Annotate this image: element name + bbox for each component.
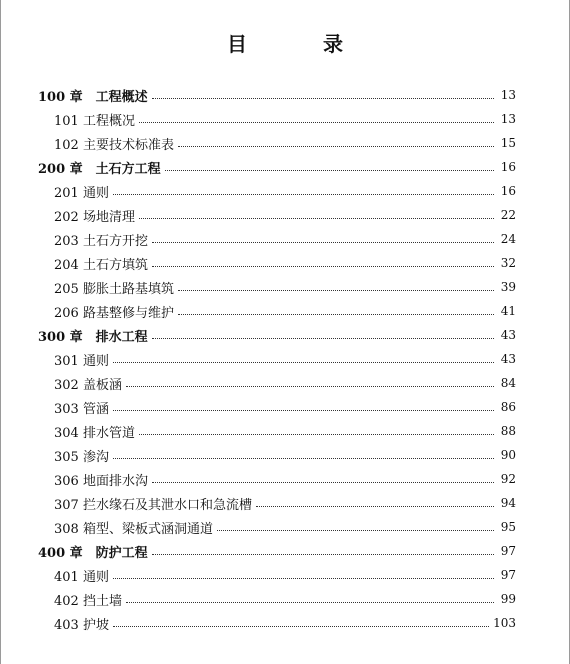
dot-leader (152, 337, 494, 339)
dot-leader (152, 553, 494, 555)
toc-entry-page-number: 103 (493, 616, 516, 630)
toc-entry-page-number: 95 (500, 520, 516, 534)
toc-entry-page-number: 43 (500, 328, 516, 342)
toc-chapter-entry[interactable] (38, 539, 516, 563)
dot-leader (113, 409, 494, 411)
toc-entry-label: 308 箱型、梁板式涵洞通道 (54, 521, 213, 537)
toc-entry-label: 301 通则 (54, 353, 109, 369)
toc-entry-page-number: 39 (500, 280, 516, 294)
toc-entry-label: 304 排水管道 (54, 425, 135, 441)
toc-title: 目 录 (227, 32, 371, 56)
dot-leader (178, 289, 494, 291)
dot-leader (139, 217, 494, 219)
toc-entry-label: 303 管涵 (54, 401, 109, 417)
toc-entry-label: 401 通则 (54, 569, 109, 585)
toc-entry-label: 203 土石方开挖 (54, 233, 148, 249)
toc-entry-page-number: 16 (500, 184, 516, 198)
toc-entry-label: 305 渗沟 (54, 449, 109, 465)
dot-leader (113, 361, 494, 363)
dot-leader (139, 433, 494, 435)
dot-leader (139, 121, 494, 123)
toc-entry-label: 205 膨胀土路基填筑 (54, 281, 174, 297)
toc-chapter-entry[interactable] (38, 83, 516, 107)
toc-entry-page-number: 41 (500, 304, 516, 318)
toc-section-entry[interactable] (38, 347, 516, 371)
toc-section-entry[interactable] (38, 515, 516, 539)
toc-section-entry[interactable] (38, 299, 516, 323)
toc-section-entry[interactable] (38, 563, 516, 587)
dot-leader (178, 313, 494, 315)
toc-entry-label: 204 土石方填筑 (54, 257, 148, 273)
toc-section-entry[interactable] (38, 227, 516, 251)
page-left-edge (0, 0, 1, 664)
toc-entry-label: 200 章 土石方工程 (38, 161, 161, 177)
toc-section-entry[interactable] (38, 587, 516, 611)
toc-entry-label: 403 护坡 (54, 617, 109, 633)
dot-leader (113, 457, 494, 459)
toc-entry-page-number: 97 (500, 544, 516, 558)
dot-leader (126, 601, 494, 603)
toc-entry-label: 201 通则 (54, 185, 109, 201)
dot-leader (152, 481, 494, 483)
toc-entry-label: 402 挡土墙 (54, 593, 122, 609)
toc-section-entry[interactable] (38, 395, 516, 419)
toc-entry-label: 400 章 防护工程 (38, 545, 148, 561)
toc-entry-page-number: 84 (500, 376, 516, 390)
toc-entry-page-number: 90 (500, 448, 516, 462)
toc-entry-page-number: 32 (500, 256, 516, 270)
dot-leader (126, 385, 494, 387)
toc-entry-page-number: 86 (500, 400, 516, 414)
toc-entry-page-number: 24 (500, 232, 516, 246)
table-of-contents (38, 83, 516, 635)
toc-entry-label: 101 工程概况 (54, 113, 135, 129)
toc-entry-label: 206 路基整修与维护 (54, 305, 174, 321)
toc-entry-page-number: 99 (500, 592, 516, 606)
toc-section-entry[interactable] (38, 371, 516, 395)
dot-leader (152, 241, 494, 243)
toc-entry-page-number: 43 (500, 352, 516, 366)
toc-entry-page-number: 92 (500, 472, 516, 486)
dot-leader (113, 625, 489, 627)
toc-entry-page-number: 97 (500, 568, 516, 582)
toc-entry-page-number: 94 (500, 496, 516, 510)
toc-entry-label: 302 盖板涵 (54, 377, 122, 393)
toc-entry-label: 300 章 排水工程 (38, 329, 148, 345)
dot-leader (178, 145, 494, 147)
dot-leader (113, 193, 494, 195)
toc-section-entry[interactable] (38, 251, 516, 275)
toc-section-entry[interactable] (38, 107, 516, 131)
toc-entry-page-number: 13 (500, 112, 516, 126)
toc-chapter-entry[interactable] (38, 323, 516, 347)
toc-entry-page-number: 88 (500, 424, 516, 438)
toc-section-entry[interactable] (38, 419, 516, 443)
toc-entry-page-number: 15 (500, 136, 516, 150)
toc-section-entry[interactable] (38, 179, 516, 203)
toc-entry-label: 100 章 工程概述 (38, 89, 148, 105)
toc-entry-label: 102 主要技术标准表 (54, 137, 174, 153)
toc-entry-page-number: 22 (500, 208, 516, 222)
toc-entry-label: 202 场地清理 (54, 209, 135, 225)
dot-leader (165, 169, 494, 171)
toc-entry-page-number: 16 (500, 160, 516, 174)
toc-section-entry[interactable] (38, 275, 516, 299)
dot-leader (217, 529, 494, 531)
toc-entry-label: 306 地面排水沟 (54, 473, 148, 489)
dot-leader (256, 505, 494, 507)
toc-section-entry[interactable] (38, 611, 516, 635)
dot-leader (152, 97, 494, 99)
toc-entry-label: 307 拦水缘石及其泄水口和急流槽 (54, 497, 252, 513)
toc-section-entry[interactable] (38, 491, 516, 515)
toc-section-entry[interactable] (38, 203, 516, 227)
toc-chapter-entry[interactable] (38, 155, 516, 179)
dot-leader (113, 577, 494, 579)
toc-section-entry[interactable] (38, 443, 516, 467)
toc-section-entry[interactable] (38, 131, 516, 155)
toc-section-entry[interactable] (38, 467, 516, 491)
dot-leader (152, 265, 494, 267)
toc-entry-page-number: 13 (500, 88, 516, 102)
